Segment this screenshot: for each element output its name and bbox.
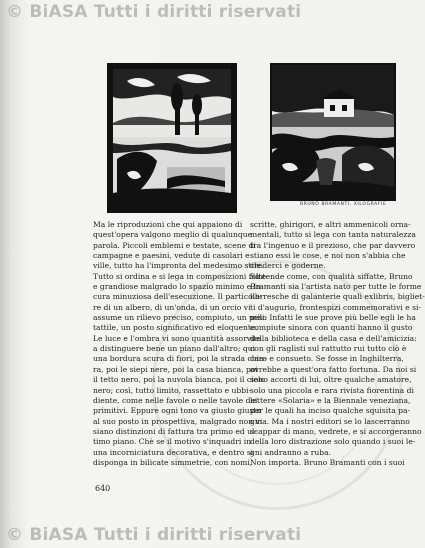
- woodcut-illustration-villa: [270, 63, 396, 201]
- illustration-caption: BRUNO BRAMANTI. XILOGRAFIE: [300, 202, 387, 207]
- text-line: re di un albero, di un'onda, di un orcio vi: [93, 302, 251, 312]
- text-column-left: [93, 220, 267, 468]
- page-number: 640: [95, 484, 111, 493]
- text-line: e grandiose malgrado lo spazio minimo e la: [93, 282, 261, 292]
- text-line: solo una piccola e rara rivista fiorentina di: [250, 385, 414, 395]
- text-line: timo piano. Chè se il motivo s'inquadri in: [93, 437, 252, 447]
- text-line: Bramanti sia l'artista nato per tutte le forme: [250, 282, 422, 292]
- text-line: della biblioteca e della casa e dell'amicizia:: [250, 333, 417, 343]
- text-line: una incorniciatura decorativa, e dentro si: [93, 447, 254, 457]
- text-line: primitivi. Eppure ogni tono va giusto giusto: [93, 406, 261, 416]
- text-line: nero; così, tutto limito, rassettato e ubbi-: [93, 385, 252, 395]
- text-line: al suo posto in prospettiva, malgrado non vi: [93, 416, 263, 426]
- text-line: a distinguere bene un piano dall'altro; qui: [93, 344, 256, 354]
- text-line: Le luce e l'ombra vi sono quantità assorvite: [93, 333, 261, 343]
- text-column-right: [250, 220, 425, 468]
- text-line: Tutto si ordina e si lega in composizioni folte: [93, 271, 267, 281]
- text-line: tattile, un posto significativo ed eloquente.: [93, 323, 258, 333]
- text-line: ra, poi le siepi nere, poi la casa bianca, poi: [93, 364, 258, 374]
- text-line: campagne e paesini, vedute di casolari e: [93, 251, 250, 261]
- text-line: diente, come nelle favole o nelle tavole dei: [93, 395, 258, 405]
- text-line: Non importa. Bruno Bramanti con i suoi: [250, 457, 405, 467]
- text-line: una bordura scura di fiori, poi la strada chia-: [93, 354, 267, 364]
- woodcut-illustration-landscape: [107, 63, 237, 213]
- text-line: gina. Ma i nostri editori se lo lascerranno: [250, 416, 410, 426]
- text-line: mili. Infatti le sue prove più belle egli le ha: [250, 313, 416, 323]
- text-line: tra l'ingenuo e il prezioso, che par davvero: [250, 240, 416, 250]
- text-line: stiano essi le cose, e noi non s'abbia che: [250, 251, 406, 261]
- text-line: scappar di mano, vedrete, e si accorgeranno: [250, 426, 422, 436]
- text-line: assume un rilievo preciso, compiuto, un peso: [93, 313, 267, 323]
- text-line: disponga in bilicate simmetrie, con nomi,: [93, 457, 253, 467]
- text-line: compiute sinora con quanti hanno il gusto: [250, 323, 413, 333]
- text-line: ti d'augurio, frontespizi commemorativi e si-: [250, 302, 422, 312]
- text-line: caro e consueto. Se fosse in Inghilterra,: [250, 354, 404, 364]
- text-line: avrebbe a quest'ora fatto fortuna. Da noi si: [250, 364, 417, 374]
- text-line: mentali, tutto si lega con tanta naturalezza: [250, 230, 416, 240]
- text-line: Ma le riproduzioni che qui appaiono di: [93, 220, 243, 229]
- text-line: con gli raglisti sul rattutto rui tutto ciò è: [250, 344, 407, 354]
- watermark-bottom: © BiASA Tutti i diritti riservati: [6, 525, 302, 545]
- text-line: parola. Piccoli emblemi e testate, scene di: [93, 240, 256, 250]
- watermark-top: © BiASA Tutti i diritti riservati: [6, 2, 302, 22]
- text-line: cura minuziosa dell'esecuzione. Il particola-: [93, 292, 263, 302]
- text-line: crederci e goderne.: [250, 261, 326, 271]
- text-line: ville, tutto ha l'impronta del medesimo stile.: [93, 261, 264, 271]
- text-line: gni andranno a ruba.: [250, 447, 332, 457]
- text-line: Sintende come, con qualità siffatte, Bruno: [250, 271, 413, 281]
- text-line: il tetto nero, poi la nuvola bianca, poi il cielo: [93, 375, 266, 385]
- text-line: sono accorti di lui, oltre qualche amatore,: [250, 375, 412, 385]
- text-line: per le quali ha inciso qualche squisita pa-: [250, 406, 411, 416]
- text-line: della loro distrazione solo quando i suoi le-: [250, 437, 416, 447]
- text-line: scritte, ghirigori, e altri ammenicoli orna-: [250, 220, 411, 229]
- text-line: siano distinzioni di fattura tra primo ed ul-: [93, 426, 258, 436]
- text-line: lettere «Solaria» e la Biennale veneziana,: [250, 395, 411, 405]
- text-line: librresche di galanterie quali exlibris, bigliet-: [250, 292, 425, 302]
- text-line: quest'opera valgono meglio di qualunque: [93, 230, 253, 240]
